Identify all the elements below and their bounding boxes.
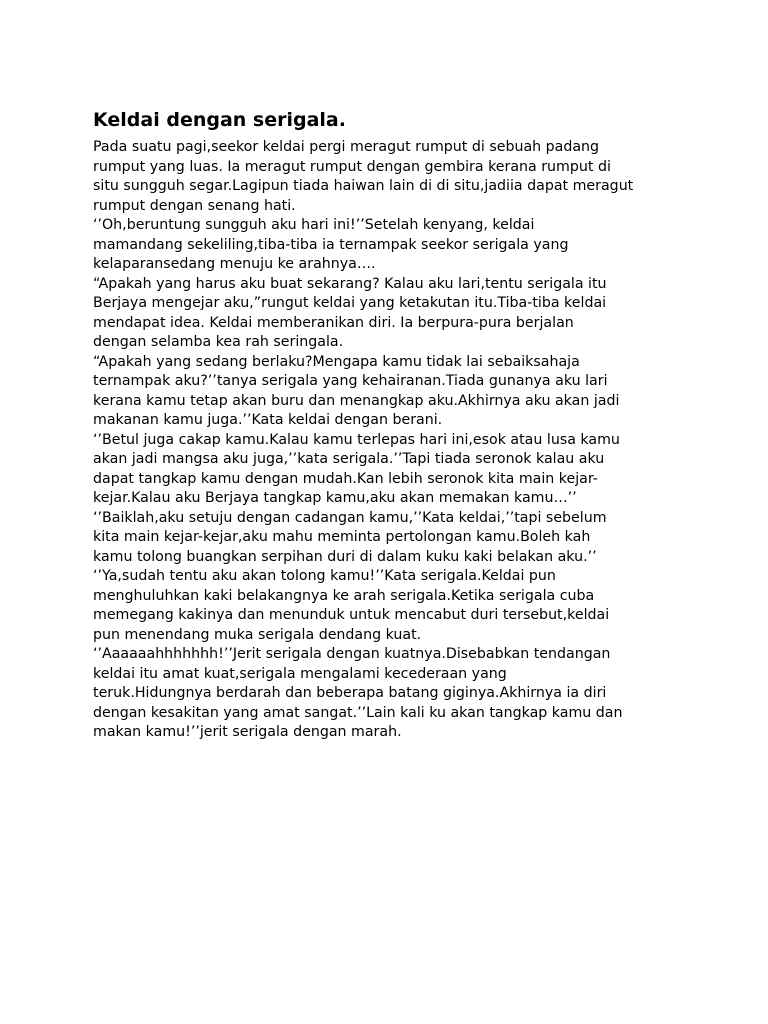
text-line: memegang kakinya dan menunduk untuk mencabut duri tersebut,keldai: [93, 607, 610, 623]
text-line: ‘’Oh,beruntung sungguh aku hari ini!’’Setelah kenyang, keldai: [93, 217, 535, 233]
story-body: [93, 138, 678, 743]
text-line: kejar.Kalau aku Berjaya tangkap kamu,aku akan memakan kamu…’’: [93, 490, 577, 506]
text-line: “Apakah yang sedang berlaku?Mengapa kamu tidak lai sebaiksahaja: [93, 353, 580, 370]
text-line: menghuluhkan kaki belakangnya ke arah serigala.Ketika serigala cuba: [93, 587, 595, 604]
text-line: makan kamu!’’jerit serigala dengan marah.: [93, 724, 402, 740]
text-line: dengan kesakitan yang amat sangat.’’Lain kali ku akan tangkap kamu dan: [93, 704, 623, 721]
text-line: kelaparansedang menuju ke arahnya….: [93, 256, 376, 272]
text-line: kerana kamu tetap akan buru dan menangkap aku.Akhirnya aku akan jadi: [93, 392, 620, 409]
text-line: pun menendang muka serigala dendang kuat.: [93, 626, 422, 643]
text-line: rumput yang luas. Ia meragut rumput dengan gembira kerana rumput di: [93, 158, 611, 175]
text-line: dengan selamba kea rah seringala.: [93, 334, 344, 350]
text-line: makanan kamu juga.’’Kata keldai dengan berani.: [93, 412, 443, 428]
document-content: [93, 108, 678, 743]
text-line: rumput dengan senang hati.: [93, 197, 296, 214]
text-line: “Apakah yang harus aku buat sekarang? Kalau aku lari,tentu serigala itu: [93, 275, 607, 292]
text-line: ‘’Betul juga cakap kamu.Kalau kamu terlepas hari ini,esok atau lusa kamu: [93, 431, 620, 448]
text-line: situ sungguh segar.Lagipun tiada haiwan lain di di situ,jadiia dapat meragut: [93, 178, 634, 194]
text-line: akan jadi mangsa aku juga,’’kata serigala.’’Tapi tiada seronok kalau aku: [93, 451, 605, 467]
text-line: Pada suatu pagi,seekor keldai pergi meragut rumput di sebuah padang: [93, 139, 600, 155]
text-line: ‘’Ya,sudah tentu aku akan tolong kamu!’’Kata serigala.Keldai pun: [93, 568, 556, 584]
text-line: ‘’Aaaaaahhhhhhh!’’Jerit serigala dengan kuatnya.Disebabkan tendangan: [93, 646, 611, 662]
text-line: kamu tolong buangkan serpihan duri di dalam kuku kaki belakan aku.’’: [93, 548, 597, 565]
text-line: keldai itu amat kuat,serigala mengalami kecederaan yang: [93, 665, 507, 682]
text-line: teruk.Hidungnya berdarah dan beberapa batang giginya.Akhirnya ia diri: [93, 685, 607, 701]
text-line: ternampak aku?’’tanya serigala yang kehairanan.Tiada gunanya aku lari: [93, 373, 608, 389]
text-line: Berjaya mengejar aku,”rungut keldai yang ketakutan itu.Tiba-tiba keldai: [93, 295, 607, 311]
text-line: mamandang sekeliling,tiba-tiba ia ternampak seekor serigala yang: [93, 236, 569, 253]
document-title: Keldai dengan serigala.: [93, 109, 346, 131]
text-line: kita main kejar-kejar,aku mahu meminta pertolongan kamu.Boleh kah: [93, 529, 591, 545]
text-line: mendapat idea. Keldai memberanikan diri. Ia berpura-pura berjalan: [93, 314, 574, 331]
text-line: ‘’Baiklah,aku setuju dengan cadangan kamu,’’Kata keldai,’’tapi sebelum: [93, 509, 607, 526]
text-line: dapat tangkap kamu dengan mudah.Kan lebih seronok kita main kejar-: [93, 470, 598, 487]
